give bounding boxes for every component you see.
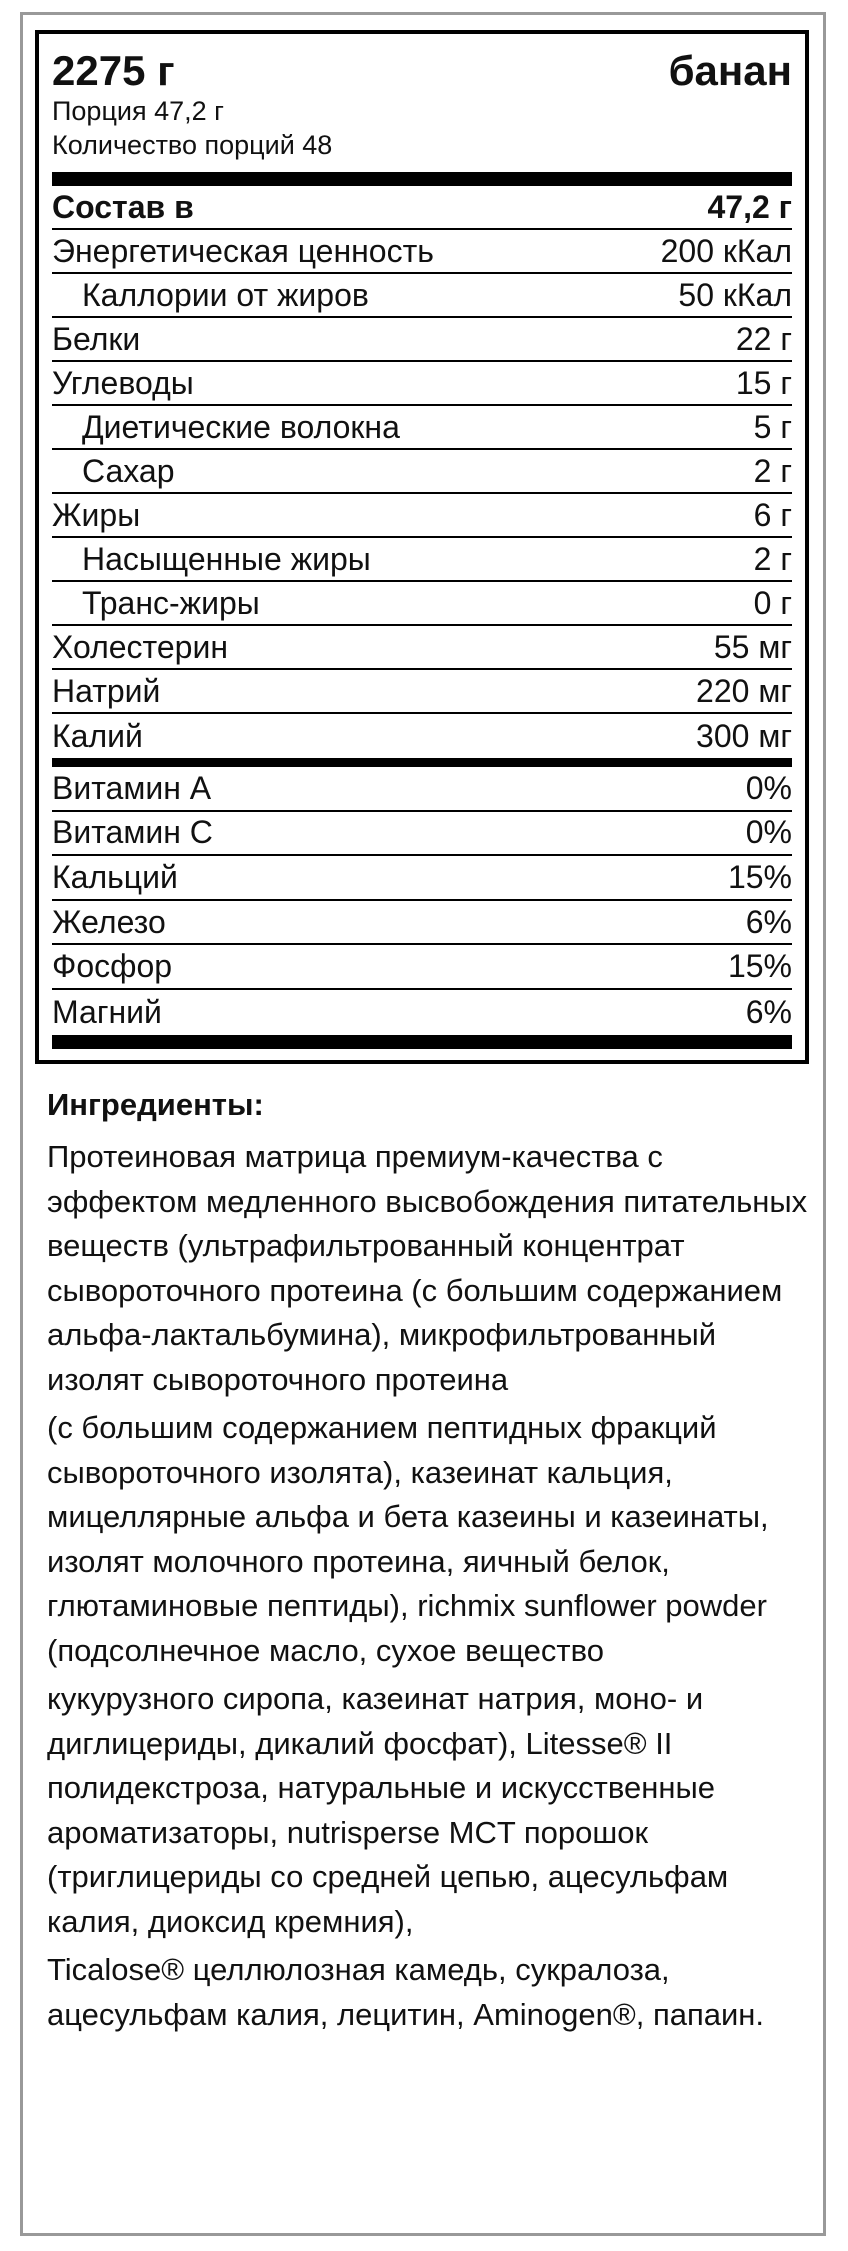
nutrient-row-energy (52, 230, 792, 274)
divider-bottom (52, 1035, 792, 1049)
divider-thick (52, 172, 792, 186)
nutrient-name: Насыщенные жиры (82, 540, 371, 577)
nutrient-row-cholesterol (52, 626, 792, 670)
nutrition-facts-panel (35, 30, 809, 1064)
servings-per-container: Количество порций 48 (52, 130, 333, 160)
nutrient-value: 0 г (753, 584, 792, 621)
vitamin-value: 15% (727, 948, 792, 985)
vitamin-name: Витамин С (52, 814, 213, 851)
nutrient-value: 200 кКал (660, 232, 792, 269)
vitamin-value: 6% (745, 903, 792, 940)
nutrient-name: Каллории от жиров (82, 276, 369, 313)
vitamin-row-phosphorus (52, 945, 792, 990)
nutrient-value: 55 мг (713, 628, 792, 665)
vitamin-name: Кальций (52, 858, 178, 895)
vitamin-row-calcium (52, 856, 792, 901)
label-header (52, 48, 792, 94)
vitamin-value: 15% (727, 858, 792, 895)
package-weight: 2275 г (52, 47, 175, 94)
nutrient-row-carbs (52, 362, 792, 406)
ingredients-title: Ингредиенты: (47, 1087, 264, 1122)
nutrient-row-saturated-fat (52, 538, 792, 582)
vitamin-name: Фосфор (52, 948, 173, 985)
nutrient-value: 15 г (735, 364, 792, 401)
ingredients-section (47, 1085, 817, 2037)
vitamin-row-iron (52, 901, 792, 946)
nutrient-row-fiber (52, 406, 792, 450)
nutrient-value: 220 мг (696, 672, 792, 709)
divider-medium (52, 758, 792, 767)
nutrient-row-fat (52, 494, 792, 538)
nutrient-name: Транс-жиры (82, 584, 260, 621)
nutrient-row-fat-calories (52, 274, 792, 318)
composition-header-row (52, 186, 792, 230)
nutrient-value: 22 г (735, 320, 792, 357)
vitamin-name: Железо (52, 903, 166, 940)
vitamin-list (52, 767, 792, 1035)
vitamin-row-magnesium (52, 990, 792, 1035)
nutrient-name: Энергетическая ценность (52, 232, 434, 269)
nutrient-name: Диетические волокна (82, 408, 400, 445)
serving-size: Порция 47,2 г (52, 96, 225, 126)
nutrient-name: Холестерин (52, 628, 228, 665)
ingredients-paragraph: кукурузного сиропа, казеинат натрия, моно- и диглицериды, дикалий фосфат), Litesse® II полидекстроза, натуральные и искусственные ароматизаторы, nutrisperse MCT порошок (триглицериды со средней цепью, ацесульфам калия, диоксид кремния), (47, 1681, 729, 1939)
nutrient-name: Белки (52, 320, 141, 357)
nutrient-row-sugar (52, 450, 792, 494)
flavor-name: банан (668, 47, 792, 94)
vitamin-value: 6% (745, 993, 792, 1030)
nutrient-value: 300 мг (696, 717, 792, 754)
nutrient-name: Углеводы (52, 364, 194, 401)
nutrient-list (52, 230, 792, 758)
nutrient-value: 50 кКал (678, 276, 792, 313)
nutrient-name: Калий (52, 717, 143, 754)
nutrient-value: 2 г (753, 452, 792, 489)
ingredients-paragraph: Ticalose® целлюлозная камедь, сукралоза, ацесульфам калия, лецитин, Aminogen®, папаин. (47, 1952, 765, 2032)
nutrient-value: 2 г (753, 540, 792, 577)
ingredients-paragraph: Протеиновая матрица премиум-качества с эффектом медленного высвобождения питательных веществ (ультрафильтрованный концентрат сывороточного протеина (с большим содержанием альфа-лактальбумина), микрофильтрованный изолят сывороточного протеина (47, 1139, 808, 1397)
nutrient-value: 5 г (753, 408, 792, 445)
ingredients-paragraph: (с большим содержанием пептидных фракций сывороточного изолята), казеинат кальция, мицеллярные альфа и бета казеины и казеинаты, изолят молочного протеина, яичный белок, глютаминовые пептиды), richmix sunflower powder (подсолнечное масло, сухое вещество (47, 1410, 769, 1668)
nutrient-name: Сахар (82, 452, 175, 489)
vitamin-row-c (52, 812, 792, 857)
vitamin-value: 0% (745, 769, 792, 806)
nutrient-row-trans-fat (52, 582, 792, 626)
vitamin-name: Магний (52, 993, 162, 1030)
nutrient-row-protein (52, 318, 792, 362)
nutrient-name: Натрий (52, 672, 161, 709)
nutrient-row-sodium (52, 670, 792, 714)
vitamin-row-a (52, 767, 792, 812)
nutrient-name: Жиры (52, 496, 141, 533)
nutrient-value: 6 г (753, 496, 792, 533)
vitamin-value: 0% (745, 814, 792, 851)
composition-amount: 47,2 г (707, 188, 792, 225)
nutrient-row-potassium (52, 714, 792, 758)
composition-label: Состав в (52, 188, 194, 225)
vitamin-name: Витамин А (52, 769, 212, 806)
